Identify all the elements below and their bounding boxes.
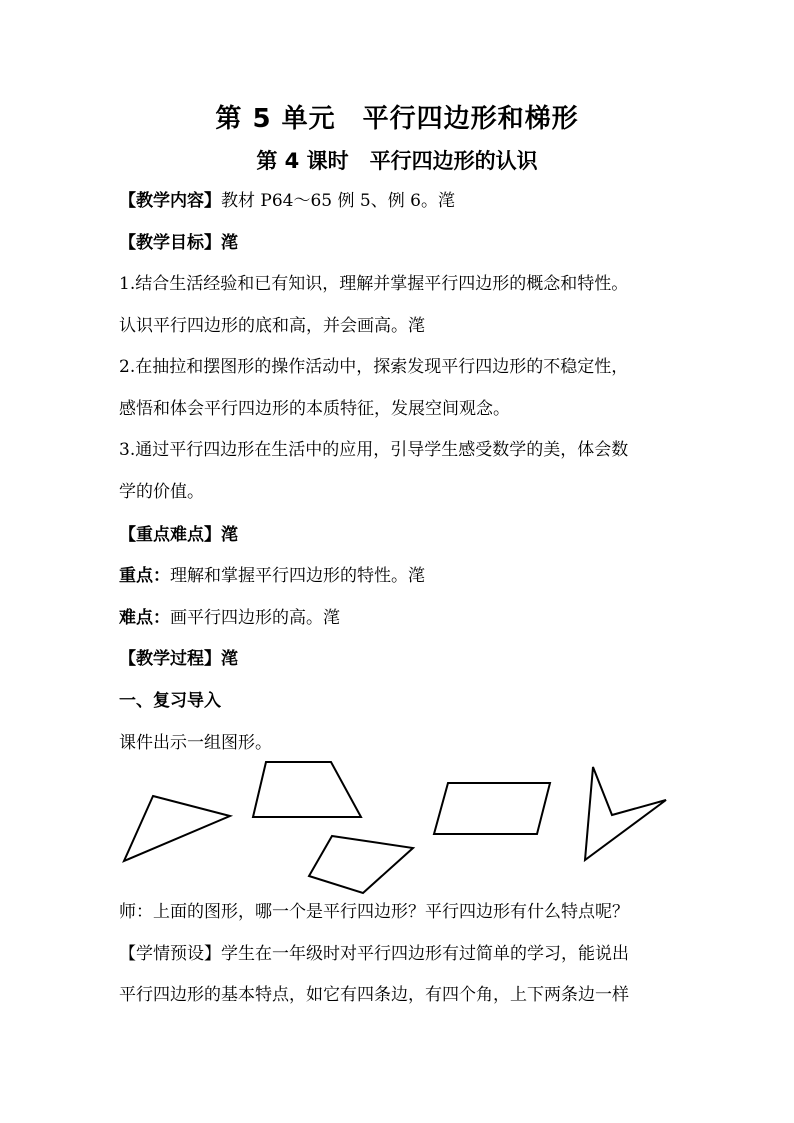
goal-line: 学的价值。 bbox=[119, 482, 204, 502]
goal-line: 1.结合生活经验和已有知识，理解并掌握平行四边形的概念和特性。 bbox=[119, 274, 629, 294]
presupposition-line: 平行四边形的基本特点，如它有四条边，有四个角，上下两条边一样 bbox=[119, 985, 629, 1005]
section-heading-review: 一、复习导入 bbox=[119, 691, 221, 711]
teaching-content-label: 【教学内容】 bbox=[119, 191, 221, 211]
goal-line: 感悟和体会平行四边形的本质特征，发展空间观念。 bbox=[119, 399, 510, 419]
process-heading: 【教学过程】滗 bbox=[119, 649, 238, 669]
difficult-point-label: 难点： bbox=[119, 608, 170, 628]
presupposition-label: 【学情预设】 bbox=[119, 944, 221, 964]
goal-line: 2.在抽拉和摆图形的操作活动中，探索发现平行四边形的不稳定性， bbox=[119, 357, 629, 377]
concave-shape bbox=[585, 767, 666, 860]
key-points-heading: 【重点难点】滗 bbox=[119, 525, 238, 545]
goal-line: 3.通过平行四边形在生活中的应用，引导学生感受数学的美，体会数 bbox=[119, 440, 629, 460]
teaching-content-text: 教材 P64～65 例 5、例 6。滗 bbox=[221, 191, 455, 211]
lesson-subtitle: 第 4 课时 平行四边形的认识 bbox=[256, 149, 538, 173]
key-point-label: 重点： bbox=[119, 566, 170, 586]
trapezoid-shape bbox=[253, 762, 361, 817]
page-title: 第 5 单元 平行四边形和梯形 bbox=[215, 104, 579, 134]
quadrilateral-shape bbox=[309, 836, 413, 893]
intro-text: 课件出示一组图形。 bbox=[119, 733, 272, 753]
teacher-question: 师：上面的图形，哪一个是平行四边形？平行四边形有什么特点呢？ bbox=[119, 902, 629, 922]
presupposition-line bbox=[119, 942, 679, 966]
triangle-shape bbox=[124, 796, 230, 861]
parallelogram-shape bbox=[434, 783, 550, 834]
key-point-text: 理解和掌握平行四边形的特性。滗 bbox=[170, 566, 425, 586]
teaching-goals-heading: 【教学目标】滗 bbox=[119, 233, 238, 253]
difficult-point-text: 画平行四边形的高。滗 bbox=[170, 608, 340, 628]
presupposition-text: 学生在一年级时对平行四边形有过简单的学习，能说出 bbox=[221, 944, 629, 964]
goal-line: 认识平行四边形的底和高，并会画高。滗 bbox=[119, 316, 425, 336]
